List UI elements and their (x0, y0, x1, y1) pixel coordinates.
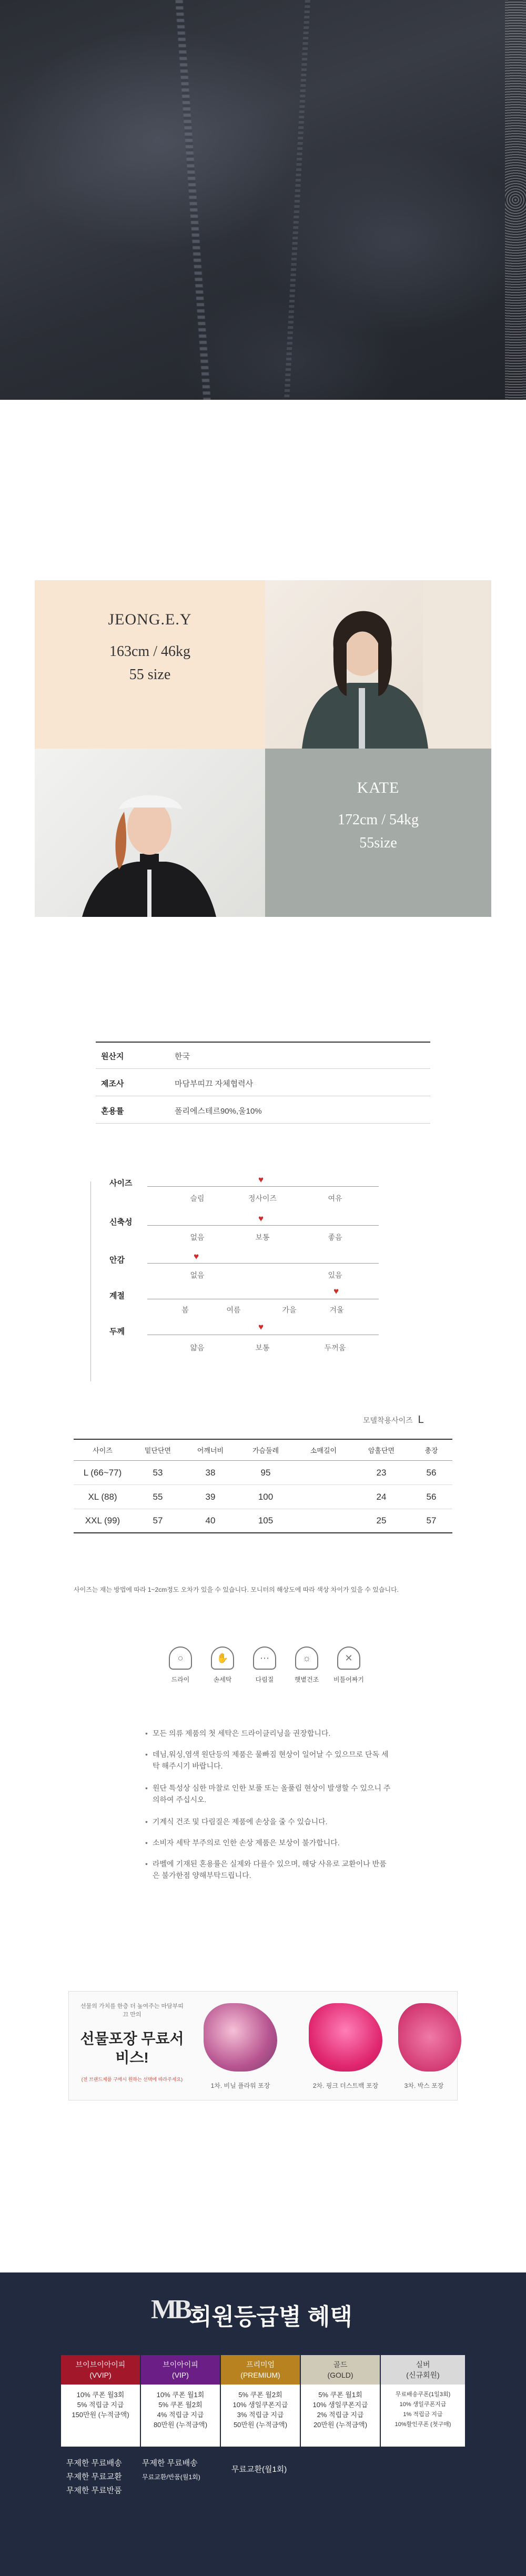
no-wring-icon: ✕ (337, 1646, 360, 1670)
size-cell: 39 (205, 1491, 216, 1502)
care-label: 드라이 (171, 1676, 190, 1683)
tier-header-silver (381, 2355, 465, 2385)
tier-header-vvip (61, 2355, 140, 2385)
tier-benefit: 10% 생일쿠폰지급 (399, 2401, 447, 2408)
hand-wash-icon: ✋ (211, 1646, 234, 1670)
gift-option: 2차. 핑크 더스트백 포장 (312, 2082, 379, 2089)
size-cell: 56 (426, 1467, 437, 1478)
tier-benefit: 2% 적립금 지급 (317, 2411, 364, 2419)
model-height-weight: 163cm / 46kg (109, 643, 190, 660)
size-header-cell: 어깨너비 (197, 1447, 224, 1454)
tier-benefit: 무료배송쿠폰(1일3회) (395, 2391, 451, 2398)
model-photo-illustration (265, 580, 491, 749)
size-header-cell: 밑단단면 (144, 1447, 171, 1454)
model-height-weight: 172cm / 54kg (338, 812, 419, 828)
selected-heart-icon: ♥ (258, 1175, 264, 1185)
tier-name: 브이아이피 (163, 2360, 198, 2369)
info-row (96, 1042, 430, 1069)
size-header-cell: 총장 (424, 1447, 438, 1454)
feature-option: 얇음 (190, 1343, 205, 1352)
size-cell: 55 (153, 1491, 163, 1502)
tier-benefit: 5% 쿠폰 월1회 (318, 2391, 362, 2399)
sun-dry-icon: ☼ (295, 1646, 318, 1670)
care-label: 손세탁 (213, 1676, 232, 1683)
info-key: 제조사 (101, 1079, 124, 1088)
size-cell: 24 (376, 1491, 387, 1502)
gift-option: 3차. 박스 포장 (404, 2082, 444, 2089)
feature-option: 봄 (181, 1306, 189, 1314)
size-cell: 95 (260, 1467, 271, 1478)
tier-benefit: 5% 적립금 지급 (77, 2401, 124, 2409)
gift-intro: 선물의 가치를 한층 더 높여주는 마담부띠끄 만의 (80, 2003, 184, 2018)
gift-subtitle: (전 브랜드제품 구매시 원하는 선택에 따라주세요) (81, 2077, 183, 2082)
size-cell: 53 (153, 1467, 163, 1478)
feature-option: 여유 (328, 1194, 342, 1203)
perk-item: 무제한 무료배송 (142, 2459, 198, 2468)
gift-box-image (398, 2003, 461, 2072)
size-cell: 25 (376, 1516, 387, 1526)
feature-scale-line (147, 1186, 379, 1187)
size-row (74, 1461, 452, 1485)
care-note: • 라벨에 기재된 혼용률은 실제와 다를수 있으며, 해당 사유로 교환이나 반품은 불가한점 양해부탁드립니다. (145, 1858, 392, 1881)
feature-option: 없음 (190, 1233, 205, 1241)
feature-scale-line (147, 1225, 379, 1226)
care-item (330, 1646, 367, 1684)
size-cell (295, 1485, 352, 1509)
selected-heart-icon: ♥ (333, 1286, 339, 1296)
model-card-1 (35, 580, 491, 749)
model-card-2 (35, 749, 491, 917)
model-size: 55size (359, 835, 397, 851)
tier-header-premium (221, 2355, 300, 2385)
model-info (265, 779, 491, 855)
size-cell: L (66~77) (83, 1467, 122, 1478)
vinyl-flower-wrap-image (204, 2003, 277, 2072)
brand-logo: MB (151, 2295, 189, 2325)
perk-item: 무제한 무료반품 (66, 2486, 122, 2495)
feature-label: 신축성 (109, 1218, 133, 1227)
care-note: • 기계식 건조 및 다림질은 제품에 손상을 줄 수 있습니다. (145, 1816, 392, 1827)
care-note: • 모든 의류 제품의 첫 세탁은 드라이클리닝을 권장합니다. (145, 1728, 392, 1739)
care-note: • 데님,워싱,염색 원단등의 제품은 물빠짐 현상이 일어날 수 있으므로 단독 세탁 해주시기 바랍니다. (145, 1749, 392, 1772)
size-cell: XXL (99) (85, 1516, 120, 1526)
feature-label: 두께 (109, 1327, 125, 1336)
care-item (288, 1646, 325, 1684)
size-cell: 57 (153, 1516, 163, 1526)
size-cell: XL (88) (88, 1491, 117, 1502)
model-photo-illustration (35, 749, 265, 917)
tier-name: 실버 (416, 2360, 430, 2369)
feature-scale-line (147, 1263, 379, 1264)
tier-benefits (141, 2385, 220, 2447)
size-cell: 100 (258, 1491, 274, 1502)
gift-title: 선물포장 무료서비스! (80, 2031, 184, 2066)
tier-benefits (61, 2385, 140, 2447)
perk-list (66, 2457, 122, 2498)
feature-option: 보통 (255, 1233, 270, 1241)
size-cell: 56 (426, 1491, 437, 1502)
size-cell: 57 (426, 1516, 437, 1526)
feature-label: 안감 (109, 1256, 125, 1265)
model-size-label: 모델착용사이즈 (363, 1416, 413, 1425)
size-cell: 105 (258, 1516, 274, 1526)
tier-benefit: 150만원 (누적금액) (72, 2411, 129, 2419)
care-item (162, 1646, 199, 1684)
tier-sub: (VIP) (172, 2371, 189, 2379)
size-note: 사이즈는 재는 방법에 따라 1~2cm정도 오차가 있을 수 있습니다. 모니터의 해상도에 따라 색상 차이가 있을 수 있습니다. (74, 1586, 399, 1593)
info-value: 폴리에스테르90%,울10% (175, 1107, 262, 1116)
feature-option: 좋음 (328, 1233, 342, 1241)
perk-list (231, 2463, 287, 2477)
tier-benefit: 10%할인쿠폰 (첫구매) (394, 2421, 451, 2428)
info-value: 마담부띠끄 자체협력사 (175, 1079, 254, 1088)
lace-edge (505, 0, 526, 400)
selected-heart-icon: ♥ (194, 1251, 199, 1261)
tier-benefit: 10% 생일쿠폰지급 (312, 2401, 368, 2409)
model-size: 55 size (129, 666, 171, 683)
size-header-cell: 암홀단면 (368, 1447, 395, 1454)
feature-option: 있음 (328, 1271, 342, 1279)
model-name: JEONG.E.Y (108, 611, 192, 628)
perk-item: 무제한 무료교환 (66, 2472, 122, 2481)
tier-sub: (VVIP) (89, 2371, 112, 2379)
tier-benefits (221, 2385, 300, 2447)
info-row (96, 1096, 430, 1124)
feature-divider (90, 1181, 91, 1381)
feature-option: 겨울 (329, 1306, 344, 1314)
size-header-cell: 소매길이 (310, 1447, 337, 1454)
tier-benefit: 80만원 (누적금액) (153, 2421, 208, 2429)
tier-benefit: 20만원 (누적금액) (313, 2421, 368, 2429)
feature-option: 정사이즈 (248, 1194, 277, 1203)
care-note: • 원단 특성상 심한 마찰로 인한 보풀 또는 올풀림 현상이 발생할 수 있으니 주의하여 주십시오. (145, 1782, 392, 1805)
tier-sub: (PREMIUM) (240, 2371, 280, 2379)
size-cell (295, 1509, 352, 1532)
tier-benefit: 10% 쿠폰 월1회 (156, 2391, 205, 2399)
info-value: 한국 (175, 1052, 190, 1061)
feature-option: 가을 (282, 1306, 297, 1314)
fabric-seam (175, 0, 210, 400)
model-photo (265, 580, 491, 749)
size-header-cell: 가슴둘레 (252, 1447, 279, 1454)
tier-benefit: 4% 적립금 지급 (157, 2411, 204, 2419)
model-photo (35, 749, 265, 917)
feature-option: 두꺼움 (324, 1343, 346, 1352)
fabric-detail-photo (0, 0, 526, 400)
tier-sub: (신규회원) (406, 2371, 440, 2379)
tier-name: 브이브이아이피 (75, 2360, 126, 2369)
tier-benefit: 10% 쿠폰 월3회 (76, 2391, 125, 2399)
care-note: • 소비자 세탁 부주의로 인한 손상 제품은 보상이 불가합니다. (145, 1837, 392, 1848)
model-name: KATE (357, 779, 400, 796)
size-cell: 38 (205, 1467, 216, 1478)
info-key: 원산지 (101, 1052, 124, 1061)
size-header-cell: 사이즈 (93, 1447, 113, 1454)
size-cell: 40 (205, 1516, 216, 1526)
size-row (74, 1485, 452, 1509)
feature-label: 계절 (109, 1291, 125, 1300)
tier-header-gold (301, 2355, 380, 2385)
tier-benefit: 50만원 (누적금액) (233, 2421, 288, 2429)
perk-item: 무료교환(월1회) (231, 2465, 287, 2474)
selected-heart-icon: ♥ (258, 1322, 264, 1332)
feature-option: 보통 (255, 1343, 270, 1352)
tier-benefits (381, 2385, 465, 2447)
size-table-header (74, 1439, 452, 1461)
care-item (204, 1646, 241, 1684)
perk-list (142, 2457, 200, 2484)
tier-name: 골드 (333, 2360, 348, 2369)
info-row (96, 1069, 430, 1096)
membership-title: 회원등급별 혜택 (189, 2304, 352, 2330)
tier-benefit: 1% 적립금 지급 (403, 2411, 443, 2418)
size-row (74, 1509, 452, 1533)
feature-option: 여름 (226, 1306, 241, 1314)
iron-icon: ⋯ (253, 1646, 276, 1670)
tier-benefit: 5% 쿠폰 월2회 (238, 2391, 282, 2399)
tier-benefit: 10% 생일쿠폰지급 (232, 2401, 288, 2409)
fabric-seam (284, 0, 310, 400)
tier-name: 프리미엄 (246, 2360, 275, 2369)
gift-option: 1차. 비닐 플라워 포장 (210, 2082, 270, 2089)
model-size-caption (363, 1414, 424, 1426)
tier-benefit: 3% 적립금 지급 (237, 2411, 284, 2419)
feature-option: 없음 (190, 1271, 205, 1279)
gift-wrap-banner (68, 1991, 458, 2100)
tier-benefit: 5% 쿠폰 월2회 (158, 2401, 203, 2409)
feature-option: 슬림 (190, 1194, 205, 1203)
dry-clean-icon: ○ (169, 1646, 192, 1670)
care-item (246, 1646, 283, 1684)
selected-heart-icon: ♥ (258, 1214, 264, 1224)
care-label: 다림질 (255, 1676, 274, 1683)
model-size-value: L (418, 1414, 424, 1426)
tier-header-vip (141, 2355, 220, 2385)
tier-sub: (GOLD) (327, 2371, 353, 2379)
care-label: 햇볕건조 (294, 1676, 319, 1683)
perk-item: 무료교환/반품(월1회) (142, 2473, 200, 2481)
info-key: 혼용률 (101, 1107, 124, 1116)
model-info (35, 611, 265, 686)
perk-item: 무제한 무료배송 (66, 2459, 122, 2468)
pink-dustbag-image (309, 2003, 382, 2072)
size-cell (295, 1461, 352, 1484)
tier-benefits (301, 2385, 380, 2447)
feature-label: 사이즈 (109, 1179, 133, 1188)
care-label: 비틀어짜기 (333, 1676, 364, 1683)
size-cell: 23 (376, 1467, 387, 1478)
